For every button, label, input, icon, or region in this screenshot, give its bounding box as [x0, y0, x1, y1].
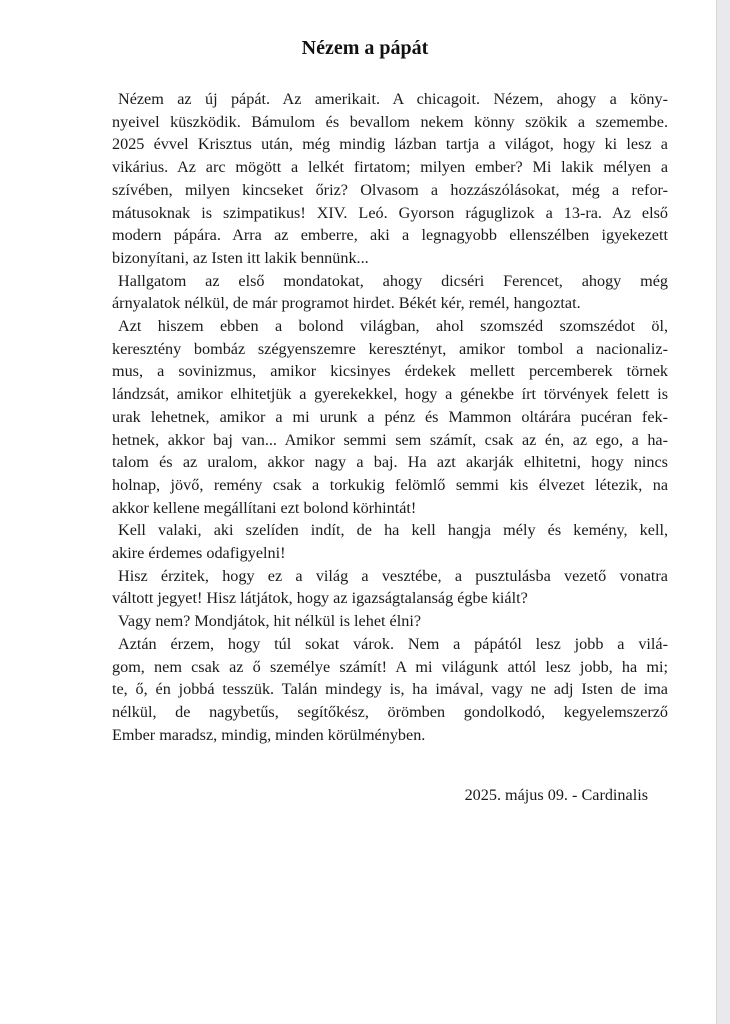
text-line: akire érdemes odafigyelni! [112, 544, 286, 563]
signature: 2025. május 09. - Cardinalis [464, 786, 648, 804]
text-line: nélkül, de nagybetűs, segítőkész, örömben gondolkodó, kegyelemszerző [112, 702, 668, 721]
text-line: nyeivel küszködik. Bámulom és bevallom nekem könny szökik a szemembe. [112, 112, 668, 131]
paragraph-first-line: Kell valaki, aki szelíden indít, de ha kell hangja mély és kemény, kell, [118, 521, 668, 540]
text-line: te, ő, én jobbá tesszük. Talán mindegy is, ha imával, vagy ne adj Isten de ima [112, 680, 668, 699]
text-line: gom, nem csak az ő személye számít! A mi világunk attól lesz jobb, ha mi; [112, 657, 668, 676]
text-line: akkor kellene megállítani ezt bolond körhintát! [112, 498, 417, 517]
paragraph-first-line: Aztán érzem, hogy túl sokat várok. Nem a pápától lesz jobb a vilá- [118, 634, 668, 653]
paragraph-first-line: Vagy nem? Mondjátok, hit nélkül is lehet élni? [118, 612, 422, 631]
page-title: Nézem a pápát [301, 37, 429, 59]
text-line: váltott jegyet! Hisz látjátok, hogy az igazságtalanság égbe kiált? [112, 589, 528, 608]
text-line: hetnek, akkor baj van... Amikor semmi sem számít, csak az én, az ego, a ha- [112, 430, 668, 449]
text-line: mus, a sovinizmus, amikor kicsinyes érdekek mellett percemberek törnek [112, 362, 668, 381]
text-line: 2025 évvel Krisztus után, még mindig lázban tartja a világot, hogy ki lesz a [112, 135, 668, 154]
paragraph-first-line: Azt hiszem ebben a bolond világban, ahol szomszéd szomszédot öl, [118, 317, 668, 336]
paragraph-first-line: Hallgatom az első mondatokat, ahogy dicséri Ferencet, ahogy még [118, 271, 668, 290]
text-line: Ember maradsz, mindig, minden körülményben. [112, 725, 426, 744]
paragraph-first-line: Nézem az új pápát. Az amerikait. A chicagoit. Nézem, ahogy a köny- [118, 90, 668, 108]
text-line: urak lehetnek, amikor a mi urunk a pénz és Mammon oltárára pucéran fek- [112, 407, 668, 426]
text-line: talom és az uralom, akkor nagy a baj. Ha azt akarják elhitetni, hogy nincs [112, 453, 668, 472]
paragraph-first-line: Hisz érzitek, hogy ez a világ a vesztébe, a pusztulásba vezető vonatra [118, 566, 668, 585]
text-line: árnyalatok nélkül, de már programot hirdet. Békét kér, remél, hangoztat. [112, 294, 581, 313]
text-line: szívében, milyen kincseket őriz? Olvasom a hozzászólásokat, még a refor- [112, 180, 668, 199]
text-line: mátusoknak is szimpatikus! XIV. Leó. Gyorson ráguglizok a 13-ra. Az első [112, 203, 668, 222]
text-line: modern pápára. Arra az emberre, aki a legnagyobb ellenszélben igyekezett [112, 226, 668, 245]
text-line: keresztény bombáz szégyenszemre keresztényt, amikor tombol a nacionaliz- [112, 339, 668, 358]
text-line: vikárius. Az arc mögött a lelkét firtatom; milyen ember? Mi lakik mélyen a [112, 158, 668, 177]
text-line: holnap, jövő, remény csak a torkukig felömlő semmi kis élvezet létezik, na [112, 475, 668, 494]
text-line: lándzsát, amikor elhitetjük a gyerekekkel, hogy a génekbe írt törvények felett is [112, 385, 668, 404]
text-line: bizonyítani, az Isten itt lakik bennünk... [112, 248, 369, 267]
body-text [112, 88, 668, 746]
